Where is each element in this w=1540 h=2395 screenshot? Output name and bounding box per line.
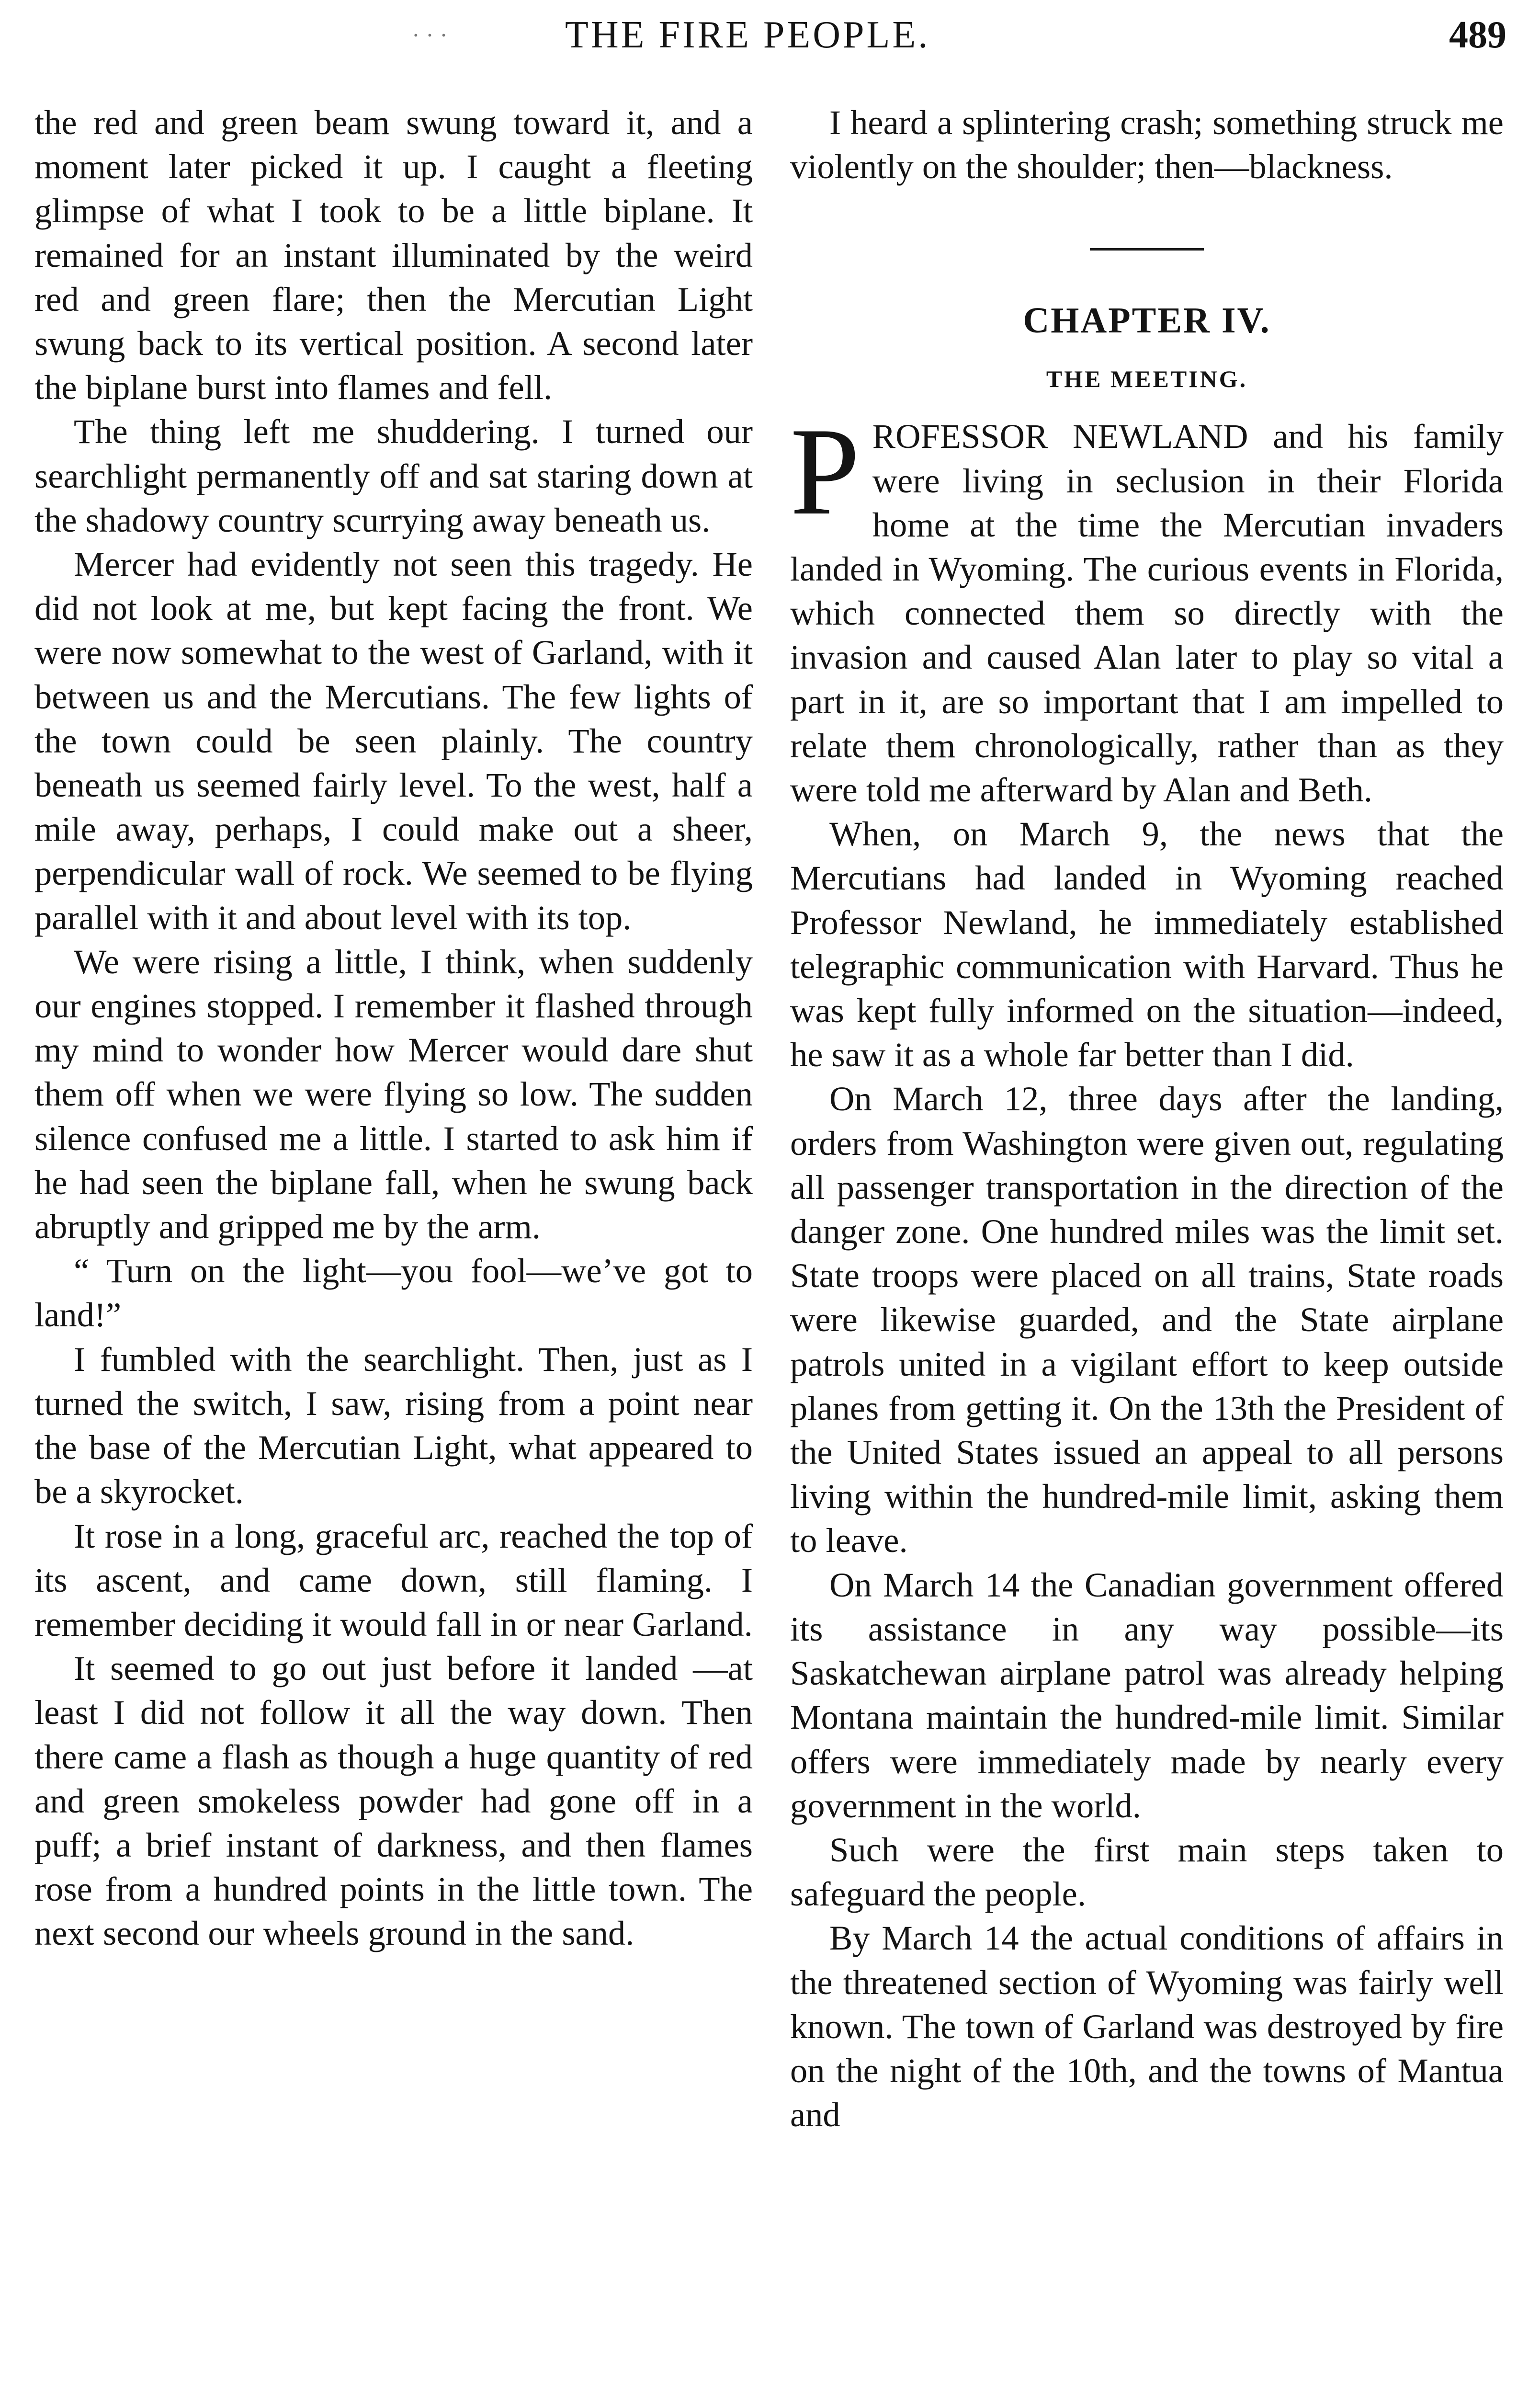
page-number: 489 bbox=[1449, 14, 1506, 56]
right-column bbox=[790, 101, 1504, 2137]
paragraph: Mercer had evidently not seen this tragedy. He did not look at me, but kept facing the front. We were now somewhat to the west of Garland, with it between us and the Mercutians. The few lights of the town could be seen plainly. The country beneath us seemed fairly level. To the west, half a mile away, perhaps, I could make out a sheer, perpendicular wall of rock. We seemed to be flying parallel with it and about level with its top. bbox=[34, 545, 753, 937]
paragraph-text: ROFESSOR NEWLAND and his family were living in seclusion in their Florida home at the time the Mercutian invaders landed in Wyoming. The curious events in Florida, which connected them so directly with the invasion and caused Alan later to play so vital a part in it, are so important that I am impelled to relate them chronologically, rather than as they were told me afterward by Alan and Beth. bbox=[790, 417, 1504, 810]
chapter-opening-paragraph bbox=[790, 402, 1504, 812]
paragraph: I fumbled with the searchlight. Then, just as I turned the switch, I saw, rising from a point near the base of the Mercutian Light, what appeared to be a skyrocket. bbox=[34, 1339, 753, 1511]
chapter-heading: CHAPTER IV. bbox=[1023, 300, 1271, 341]
paragraph: We were rising a little, I think, when suddenly our engines stopped. I remember it flashed through my mind to wonder how Mercer would dare shut them off when we were flying so low. The sudden silence confused me a little. I started to ask him if he had seen the biplane fall, when he swung back abruptly and gripped me by the arm. bbox=[34, 942, 753, 1246]
paragraph: The thing left me shuddering. I turned our searchlight permanently off and sat staring down at the shadowy country scurrying away beneath us. bbox=[34, 412, 753, 539]
paragraph: When, on March 9, the news that the Mercutians had landed in Wyoming reached Professor Newland, he immediately established telegraphic communication with Harvard. Thus he was kept fully informed on the situation—indeed, he saw it as a whole far better than I did. bbox=[790, 814, 1504, 1074]
paragraph: It rose in a long, graceful arc, reached the top of its ascent, and came down, still flaming. I remember deciding it would fall in or near Garland. bbox=[34, 1516, 753, 1643]
running-title: THE FIRE PEOPLE. bbox=[565, 14, 930, 56]
paragraph: By March 14 the actual conditions of affairs in the threatened section of Wyoming was fairly well known. The town of Garland was destroyed by fire on the night of the 10th, and the towns of Mantua and bbox=[790, 1918, 1504, 2134]
paragraph: “ Turn on the light—you fool—we’ve got to land!” bbox=[34, 1251, 753, 1334]
section-divider bbox=[1090, 248, 1204, 251]
left-column bbox=[34, 101, 753, 1956]
paragraph: On March 12, three days after the landing, orders from Washington were given out, regulating all passenger transportation in the direction of the danger zone. One hundred miles was the limit set. State troops were placed on all trains, State roads were likewise guarded, and the State airplane patrols united in a vigilant effort to keep outside planes from getting it. On the 13th the President of the United States issued an appeal to all persons living within the hundred-mile limit, asking them to leave. bbox=[790, 1079, 1504, 1560]
header-ornament: · · · bbox=[412, 22, 448, 48]
drop-cap: P bbox=[790, 402, 860, 541]
paragraph: It seemed to go out just before it landed —at least I did not follow it all the way down. Then there came a flash as though a huge quantity of red and green smokeless powder had gone off in a puff; a brief instant of darkness, and then flames rose from a hundred points in the little town. The next second our wheels ground in the sand. bbox=[34, 1649, 753, 1953]
paragraph: I heard a splintering crash; something struck me violently on the shoulder; then—blackness. bbox=[790, 103, 1504, 186]
running-header bbox=[0, 9, 1540, 66]
chapter-subtitle: THE MEETING. bbox=[1046, 365, 1248, 393]
paragraph: On March 14 the Canadian government offered its assistance in any way possible—its Saskatchewan airplane patrol was already helping Montana maintain the hundred-mile limit. Similar offers were immediately made by nearly every government in the world. bbox=[790, 1565, 1504, 1825]
paragraph: Such were the first main steps taken to safeguard the people. bbox=[790, 1830, 1504, 1914]
paragraph: the red and green beam swung toward it, and a moment later picked it up. I caught a fleeting glimpse of what I took to be a little biplane. It remained for an instant illuminated by the weird red and green flare; then the Mercutian Light swung back to its vertical position. A second later the biplane burst into flames and fell. bbox=[34, 103, 753, 407]
